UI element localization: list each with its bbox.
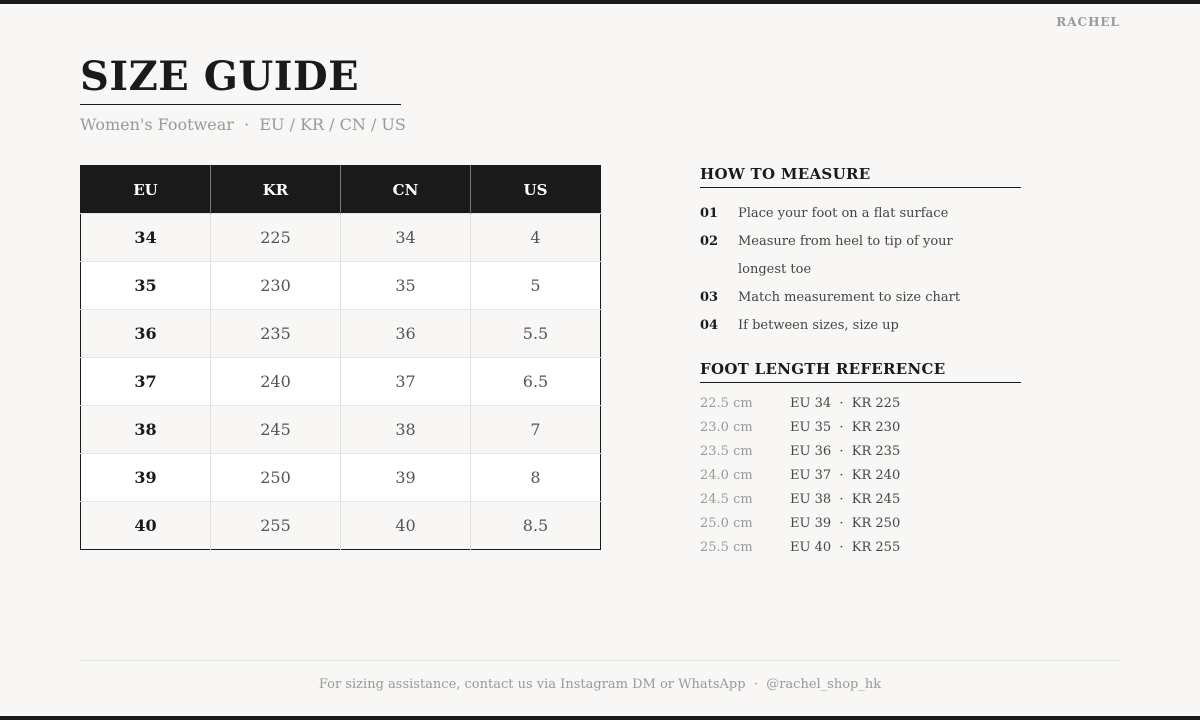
foot-length-value: 24.5 cm xyxy=(700,492,753,507)
list-item xyxy=(700,440,1030,464)
foot-length-value: 24.0 cm xyxy=(700,468,753,483)
list-item xyxy=(700,284,1030,312)
size-equivalent: EU 39 · KR 250 xyxy=(790,516,901,531)
size-equivalent: EU 38 · KR 245 xyxy=(790,492,901,507)
header-cn: CN xyxy=(341,166,471,214)
how-to-measure-title: HOW TO MEASURE xyxy=(700,165,1021,188)
step-text: Place your foot on a flat surface xyxy=(738,206,949,221)
table-row xyxy=(81,454,601,502)
table-cell-us: 5 xyxy=(471,262,601,310)
size-table xyxy=(80,165,601,550)
page-subtitle: Women's Footwear · EU / KR / CN / US xyxy=(80,115,406,134)
footer-contact: For sizing assistance, contact us via Instagram DM or WhatsApp · @rachel_shop_hk xyxy=(318,677,882,692)
table-cell-cn: 36 xyxy=(341,310,471,358)
foot-length-value: 25.5 cm xyxy=(700,540,753,555)
table-cell-us: 8.5 xyxy=(471,502,601,550)
table-row xyxy=(81,406,601,454)
step-text: Measure from heel to tip of your longest toe xyxy=(738,234,953,277)
step-number: 02 xyxy=(700,234,719,249)
table-cell-cn: 34 xyxy=(341,214,471,262)
header-kr: KR xyxy=(211,166,341,214)
size-equivalent: EU 36 · KR 235 xyxy=(790,444,901,459)
table-cell-eu: 36 xyxy=(81,310,211,358)
table-row xyxy=(81,502,601,550)
size-equivalent: EU 35 · KR 230 xyxy=(790,420,901,435)
table-cell-us: 5.5 xyxy=(471,310,601,358)
table-cell-kr: 255 xyxy=(211,502,341,550)
table-cell-us: 6.5 xyxy=(471,358,601,406)
table-cell-eu: 37 xyxy=(81,358,211,406)
table-cell-us: 8 xyxy=(471,454,601,502)
footer-divider xyxy=(80,660,1120,661)
size-equivalent: EU 40 · KR 255 xyxy=(790,540,901,555)
measure-steps-list xyxy=(700,200,1030,340)
table-cell-us: 7 xyxy=(471,406,601,454)
step-number: 01 xyxy=(700,206,719,221)
table-row xyxy=(81,214,601,262)
header-us: US xyxy=(471,166,601,214)
table-cell-cn: 37 xyxy=(341,358,471,406)
list-item xyxy=(700,464,1030,488)
step-number: 04 xyxy=(700,318,719,333)
foot-length-list xyxy=(700,392,1030,560)
table-cell-kr: 230 xyxy=(211,262,341,310)
step-text: If between sizes, size up xyxy=(738,318,899,333)
top-border xyxy=(0,0,1200,4)
table-cell-kr: 235 xyxy=(211,310,341,358)
list-item xyxy=(700,536,1030,560)
header-eu: EU xyxy=(81,166,211,214)
table-cell-cn: 35 xyxy=(341,262,471,310)
step-text: Match measurement to size chart xyxy=(738,290,961,305)
foot-length-value: 22.5 cm xyxy=(700,396,753,411)
list-item xyxy=(700,512,1030,536)
size-equivalent: EU 37 · KR 240 xyxy=(790,468,901,483)
table-row xyxy=(81,358,601,406)
size-equivalent: EU 34 · KR 225 xyxy=(790,396,901,411)
table-cell-eu: 40 xyxy=(81,502,211,550)
list-item xyxy=(700,392,1030,416)
list-item xyxy=(700,488,1030,512)
table-cell-kr: 250 xyxy=(211,454,341,502)
foot-length-reference-title: FOOT LENGTH REFERENCE xyxy=(700,360,1021,383)
title-divider xyxy=(80,104,401,105)
brand-name: RACHEL xyxy=(1056,15,1120,29)
table-cell-eu: 34 xyxy=(81,214,211,262)
bottom-border xyxy=(0,716,1200,720)
foot-length-value: 23.0 cm xyxy=(700,420,753,435)
table-cell-kr: 225 xyxy=(211,214,341,262)
table-cell-kr: 240 xyxy=(211,358,341,406)
foot-length-value: 23.5 cm xyxy=(700,444,753,459)
table-cell-cn: 40 xyxy=(341,502,471,550)
table-cell-us: 4 xyxy=(471,214,601,262)
page-title: SIZE GUIDE xyxy=(80,53,360,100)
table-cell-eu: 38 xyxy=(81,406,211,454)
size-table-header-row xyxy=(81,166,601,214)
list-item xyxy=(700,416,1030,440)
table-cell-cn: 38 xyxy=(341,406,471,454)
table-row xyxy=(81,310,601,358)
table-cell-kr: 245 xyxy=(211,406,341,454)
list-item xyxy=(700,312,1030,340)
list-item xyxy=(700,228,1030,284)
table-cell-eu: 35 xyxy=(81,262,211,310)
table-cell-cn: 39 xyxy=(341,454,471,502)
step-number: 03 xyxy=(700,290,719,305)
foot-length-value: 25.0 cm xyxy=(700,516,753,531)
list-item xyxy=(700,200,1030,228)
size-table-body xyxy=(81,214,601,550)
table-cell-eu: 39 xyxy=(81,454,211,502)
table-row xyxy=(81,262,601,310)
